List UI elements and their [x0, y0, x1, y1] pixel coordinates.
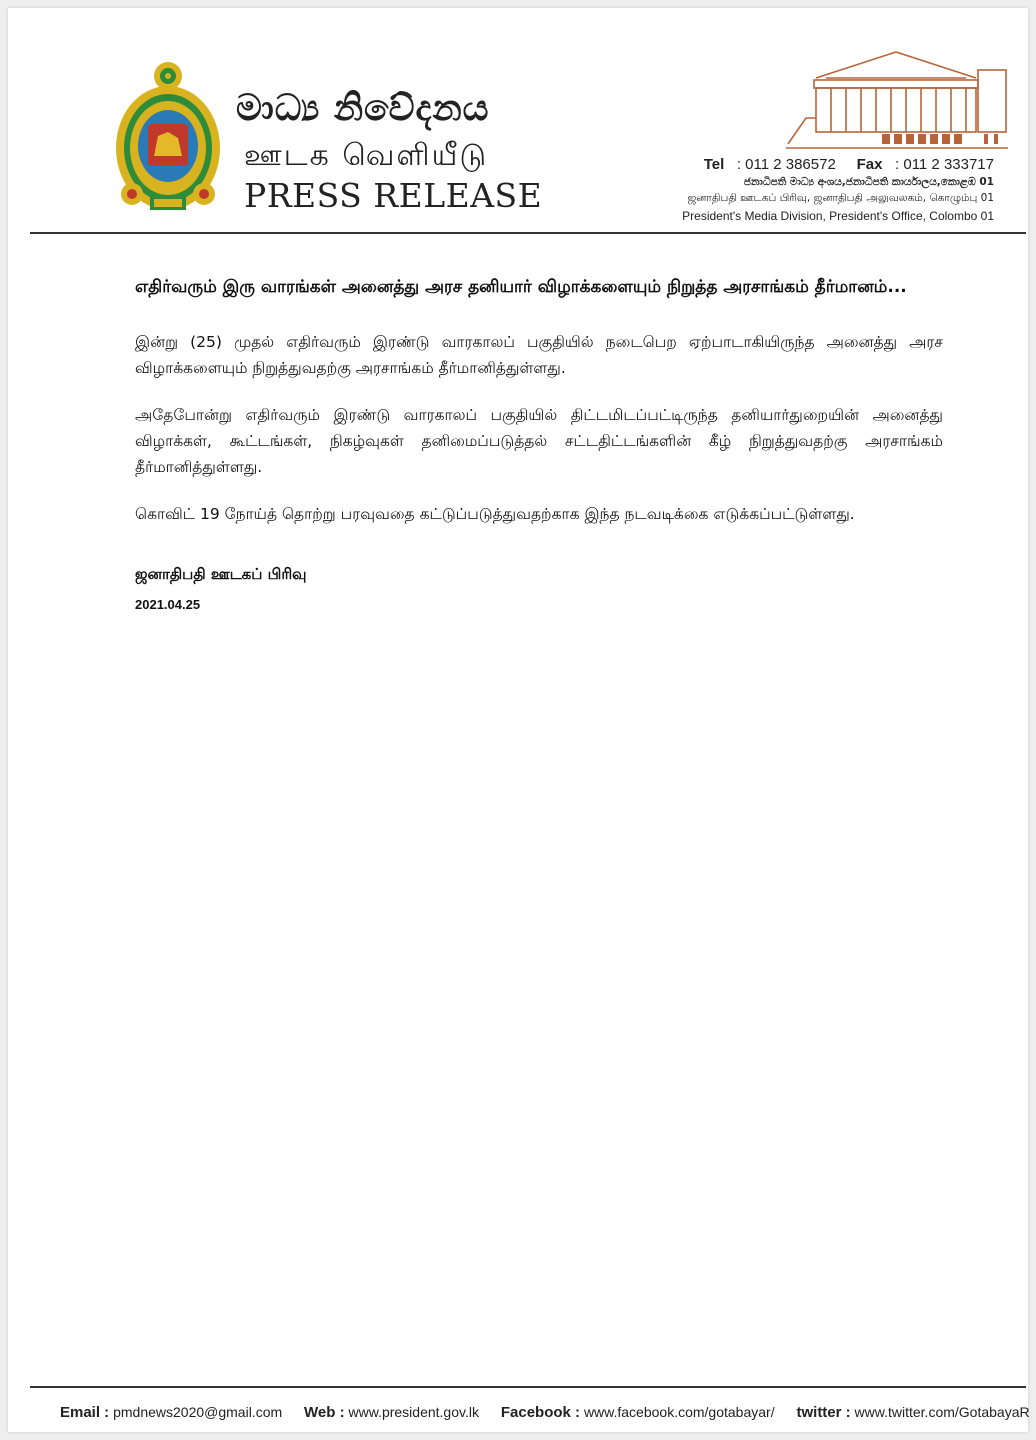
sri-lanka-emblem-logo	[110, 56, 226, 220]
contact-block	[682, 156, 994, 223]
fax-label: Fax	[856, 156, 883, 173]
paragraph: கொவிட் 19 நோய்த் தொற்று பரவுவதை கட்டுப்படுத்துவதற்காக இந்த நடவடிக்கை எடுக்கப்பட்டுள்ளது.	[135, 505, 855, 523]
release-date: 2021.04.25	[135, 597, 201, 612]
address-english: President's Media Division, President's Office, Colombo 01	[682, 209, 994, 223]
title-sinhala: මාධ්‍ය නිවේදනය	[236, 88, 490, 129]
headline: எதிர்வரும் இரு வாரங்கள் அனைத்து அரச தனியார் விழாக்களையும் நிறுத்த அரசாங்கம் தீர்மானம்...	[135, 277, 907, 297]
footer-contacts	[60, 1404, 1030, 1421]
footer-facebook: Facebook : www.facebook.com/gotabayar/	[500, 1404, 775, 1421]
signature: ஜனாதிபதி ஊடகப் பிரிவு	[135, 565, 307, 583]
footer-email: Email : pmdnews2020@gmail.com	[60, 1404, 283, 1421]
title-english: PRESS RELEASE	[244, 176, 543, 215]
address-tamil: ஜனாதிபதி ஊடகப் பிரிவு, ஜனாதிபதி அலுவலகம், கொழும்பு 01	[687, 192, 994, 204]
presidential-building-illustration	[786, 48, 1008, 152]
twitter-link[interactable]: www.twitter.com/GotabayaR	[854, 1404, 1030, 1420]
tel-label: Tel	[703, 156, 725, 173]
header-divider	[30, 232, 1026, 234]
footer-web: Web : www.president.gov.lk	[304, 1404, 479, 1421]
address-sinhala: ජනාධිපති මාධ්‍ය අංශය,ජනාධිපති කාර්යාලය,කොළඹ 01	[743, 176, 994, 188]
paragraph: அதேபோன்று எதிர்வரும் இரண்டு வாரகாலப் பகுதியில் திட்டமிடப்பட்டிருந்த தனியார்துறையின் அனைத்து விழாக்கள், கூட்டங்கள், நிகழ்வுகள் தனிமைப்படுத்தல் சட்டதிட்டங்களின் கீழ் நிறுத்துவதற்கு அரசாங்கம் தீர்மானித்துள்ளது.	[135, 406, 943, 476]
title-tamil: ஊடக வெளியீடு	[244, 138, 489, 173]
facebook-link[interactable]: www.facebook.com/gotabayar/	[583, 1404, 775, 1420]
paragraph: இன்று (25) முதல் எதிர்வரும் இரண்டு வாரகாலப் பகுதியில் நடைபெற ஏற்பாடாகியிருந்த அனைத்து அரச விழாக்களையும் நிறுத்துவதற்கு அரசாங்கம் தீர்மானித்துள்ளது.	[135, 333, 943, 377]
web-link[interactable]: www.president.gov.lk	[348, 1404, 479, 1420]
press-release-body	[135, 274, 943, 612]
footer-twitter: twitter : www.twitter.com/GotabayaR	[796, 1404, 1030, 1421]
document-page	[8, 8, 1028, 1432]
phone-fax-line	[682, 156, 994, 173]
footer-divider	[30, 1386, 1026, 1388]
tel-value: : 011 2 386572	[736, 156, 836, 173]
fax-value: : 011 2 333717	[895, 156, 994, 173]
email-link[interactable]: pmdnews2020@gmail.com	[113, 1404, 283, 1420]
